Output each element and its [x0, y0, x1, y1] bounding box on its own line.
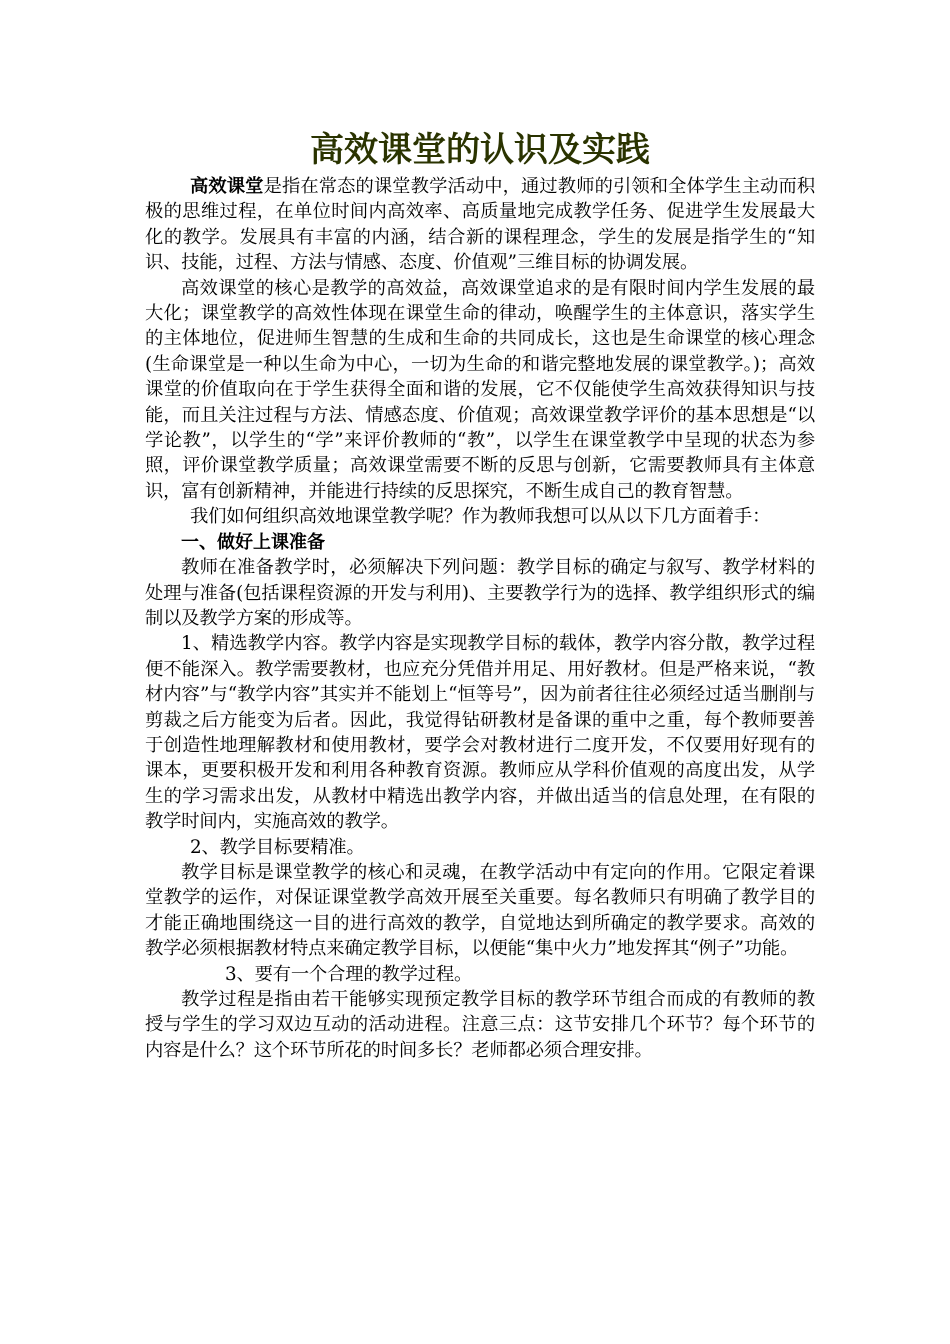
document-body	[145, 130, 815, 1063]
key-term: 高效课堂	[190, 176, 264, 197]
section-heading-1: 一、做好上课准备	[181, 531, 325, 553]
subheading-2: 2、教学目标要精准。	[190, 836, 365, 858]
paragraph-9: 教学过程是指由若干能够实现预定教学目标的教学环节组合而成的有教师的教授与学生的学习双边互动的活动进程。注意三点：这节安排几个环节？每个环节的内容是什么？这个环节所花的时间多长？老师都必须合理安排。	[145, 989, 815, 1061]
document-title: 高效课堂的认识及实践	[310, 130, 650, 170]
paragraph-2: 高效课堂的核心是教学的高效益，高效课堂追求的是有限时间内学生发展的最大化；课堂教学的高效性体现在课堂生命的律动，唤醒学生的主体意识，落实学生的主体地位，促进师生智慧的生成和生命的共同成长，这也是生命课堂的核心理念(生命课堂是一种以生命为中心，一切为生命的和谐完整地发展的课堂教学。)；高效课堂的价值取向在于学生获得全面和谐的发展，它不仅能使学生高效获得知识与技能，而且关注过程与方法、情感态度、价值观；高效课堂教学评价的基本思想是“以学论教”，以学生的“学”来评价教师的“教”，以学生在课堂教学中呈现的状态为参照，评价课堂教学质量；高效课堂需要不断的反思与创新，它需要教师具有主体意识，富有创新精神，并能进行持续的反思探究，不断生成自己的教育智慧。	[145, 277, 815, 502]
paragraph-5: 1、精选教学内容。教学内容是实现教学目标的载体，教学内容分散，教学过程便不能深入。教学需要教材，也应充分凭借并用足、用好教材。但是严格来说，“教材内容”与“教学内容”其实并不能划上“恒等号”，因为前者往往必须经过适当删削与剪裁之后方能变为后者。因此，我觉得钻研教材是备课的重中之重，每个教师要善于创造性地理解教材和使用教材，要学会对教材进行二度开发，不仅要用好现有的课本，更要积极开发和利用各种教育资源。教师应从学科价值观的高度出发，从学生的学习需求出发，从教材中精选出教学内容，并做出适当的信息处理，在有限的教学时间内，实施高效的教学。	[145, 633, 815, 833]
paragraph-4: 教师在准备教学时，必须解决下列问题：教学目标的确定与叙写、教学材料的处理与准备(包括课程资源的开发与利用)、主要教学行为的选择、教学组织形式的编制以及教学方案的形成等。	[145, 557, 815, 629]
paragraph-1-text: 是指在常态的课堂教学活动中，通过教师的引领和全体学生主动而积极的思维过程，在单位时间内高效率、高质量地完成教学任务、促进学生发展最大化的教学。发展具有丰富的内涵，结合新的课程理念，学生的发展是指学生的“知识、技能，过程、方法与情感、态度、价值观”三维目标的协调发展。	[145, 176, 815, 274]
paragraph-1	[145, 174, 815, 276]
paragraph-7: 教学目标是课堂教学的核心和灵魂，在教学活动中有定向的作用。它限定着课堂教学的运作，对保证课堂教学高效开展至关重要。每名教师只有明确了教学目的才能正确地围绕这一目的进行高效的教学，自觉地达到所确定的教学要求。高效的教学必须根据教材特点来确定教学目标，以便能“集中火力”地发挥其“例子”功能。	[145, 861, 815, 960]
subheading-3: 3、要有一个合理的教学过程。	[225, 963, 473, 985]
paragraph-3: 我们如何组织高效地课堂教学呢？作为教师我想可以从以下几方面着手：	[190, 506, 771, 528]
